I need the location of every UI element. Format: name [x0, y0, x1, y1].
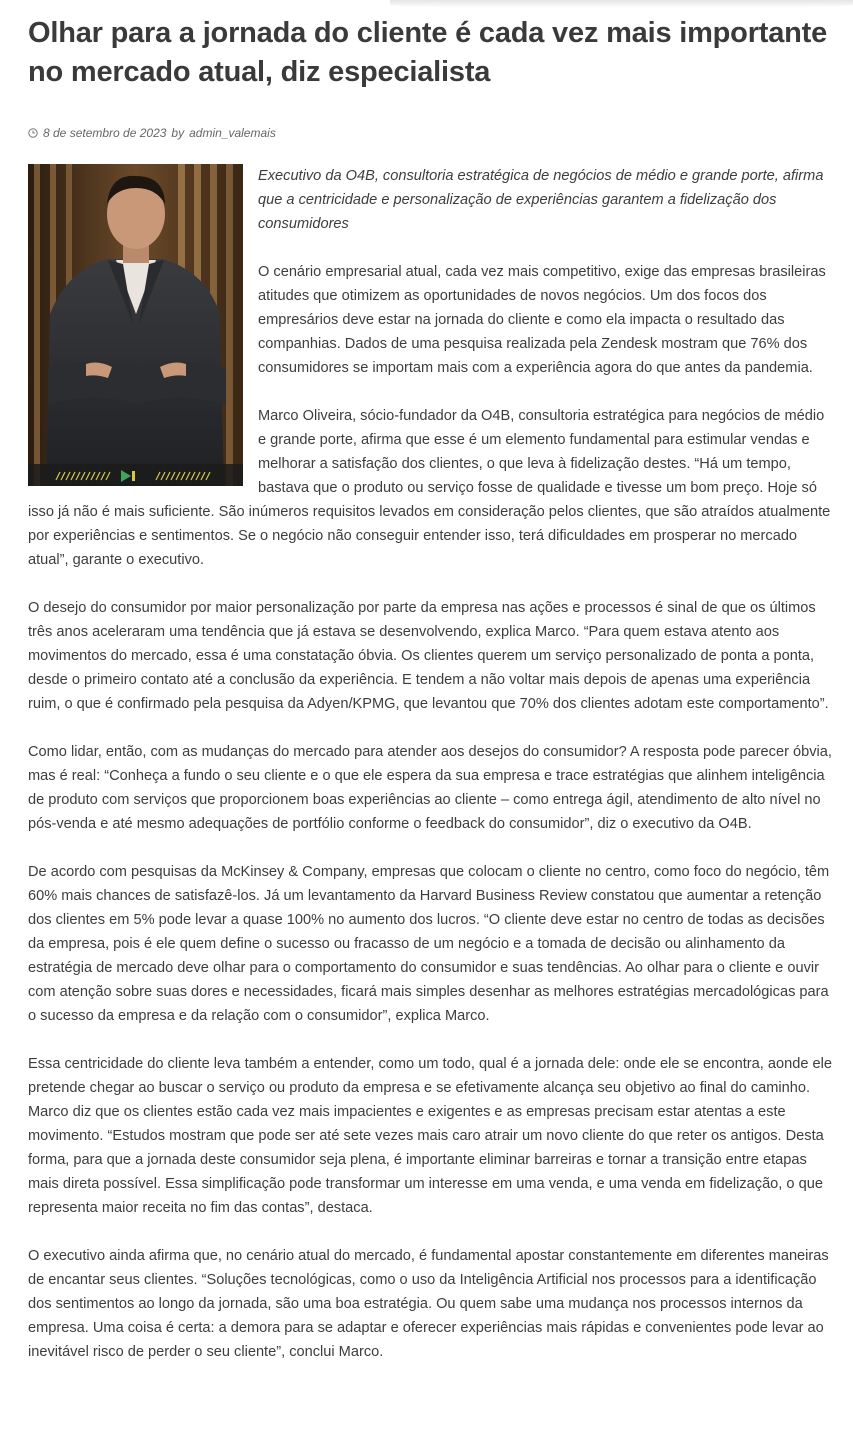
executive-photo — [28, 164, 243, 486]
header-shadow — [390, 0, 853, 8]
article-image — [28, 164, 243, 486]
article-paragraph: Como lidar, então, com as mudanças do mercado para atender aos desejos do consumidor? A resposta pode parecer óbvia, mas é real: “Conheça a fundo o seu cliente e o que ele espera da sua empresa e trace estratégias que alinhem inteligência de produto com serviços que proporcionem boas experiências ao cliente – como entrega ágil, atendimento de alto nível no pós-venda e até mesmo adequações de portfólio conforme o feedback do consumidor”, diz o executivo da O4B. — [28, 744, 832, 832]
article-paragraph: O cenário empresarial atual, cada vez mais competitivo, exige das empresas brasileiras atitudes que otimizem as oportunidades de novos negócios. Um dos focos dos empresários deve estar na jornada do cliente e como ela impacta o resultado das companhias. Dados de uma pesquisa realizada pela Zendesk mostram que 76% dos consumidores se importam mais com a experiência agora do que antes da pandemia. — [258, 264, 826, 376]
article — [28, 14, 834, 1388]
post-date[interactable]: 8 de setembro de 2023 — [43, 126, 167, 140]
article-paragraph: Marco Oliveira, sócio-fundador da O4B, consultoria estratégica para negócios de médio e grande porte, afirma que esse é um elemento fundamental para estimular vendas e melhorar a satisfação dos clientes, o que leva à fidelização destes. “Há um tempo, bastava que o produto ou serviço fosse de qualidade e tivesse um bom preço. Hoje só isso já não é mais suficiente. São inúmeros requisitos levados em consideração pelos clientes, que são atraídos atualmente por experiências e sentimentos. Se o negócio não conseguir entender isso, terá dificuldades em prosperar no mercado atual”, garante o executivo. — [28, 408, 831, 568]
article-paragraph: Essa centricidade do cliente leva também a entender, como um todo, qual é a jornada dele: onde ele se encontra, aonde ele pretende chegar ao buscar o serviço ou produto da empresa e se efetivamente alcança seu objetivo ao final do caminho. Marco diz que os clientes estão cada vez mais impacientes e exigentes e as empresas precisam estar atentas a este movimento. “Estudos mostram que pode ser até sete vezes mais caro atrair um novo cliente do que reter os antigos. Desta forma, para que a jornada deste consumidor seja plena, é importante eliminar barreiras e tornar a transição entre etapas mais direta possível. Essa simplificação pode transformar um interesse em uma venda, e uma venda em fidelização, o que representa maior receita no fim das contas”, destaca. — [28, 1056, 832, 1216]
article-title: Olhar para a jornada do cliente é cada vez mais importante no mercado atual, diz especialista — [28, 17, 828, 88]
post-author[interactable]: admin_valemais — [189, 126, 276, 140]
article-paragraph: De acordo com pesquisas da McKinsey & Company, empresas que colocam o cliente no centro, como foco do negócio, têm 60% mais chances de satisfazê-los. Já um levantamento da Harvard Business Review constatou que aumentar a retenção dos clientes em 5% pode levar a quase 100% no aumento dos lucros. “O cliente deve estar no centro de todas as decisões da empresa, pois é ele quem define o sucesso ou fracasso de um negócio e a tomada de decisão ou alinhamento da estratégia de mercado deve olhar para o comportamento do consumidor e suas tendências. Ao olhar para o cliente e ouvir com atenção sobre suas dores e necessidades, ficará mais simples desenhar as melhores estratégias mercadológicas para o sucesso da empresa e da relação com o consumidor”, explica Marco. — [28, 864, 830, 1024]
post-by: by — [171, 126, 185, 140]
article-paragraph: O desejo do consumidor por maior personalização por parte da empresa nas ações e processos é sinal de que os últimos três anos aceleraram uma tendência que já estava se desenvolvendo, explica Marco. “Para quem estava atento aos movimentos do mercado, essa é uma constatação óbvia. Os clientes querem um serviço personalizado de ponta a ponta, desde o primeiro contato até a conclusão da experiência. E tendem a não voltar mais depois de apenas uma experiência ruim, o que é confirmado pela pesquisa da Adyen/KPMG, que levantou que 70% dos clientes adotam este comportamento”. — [28, 600, 829, 712]
article-lead: Executivo da O4B, consultoria estratégica de negócios de médio e grande porte, afirma que a centricidade e personalização de experiências garantem a fidelização dos consumidores — [258, 168, 824, 232]
article-body — [28, 164, 834, 1364]
clock-icon — [28, 128, 38, 138]
post-meta — [28, 126, 834, 140]
article-paragraph: O executivo ainda afirma que, no cenário atual do mercado, é fundamental apostar constantemente em diferentes maneiras de encantar seus clientes. “Soluções tecnológicas, como o uso da Inteligência Artificial nos processos para a identificação dos sentimentos ao longo da jornada, são uma boa estratégia. Ou quem sabe uma mudança nos processos internos da empresa. Uma coisa é certa: a demora para se adaptar e oferecer experiências mais rápidas e convenientes pode levar ao inevitável risco de perder o seu cliente”, conclui Marco. — [28, 1248, 829, 1360]
